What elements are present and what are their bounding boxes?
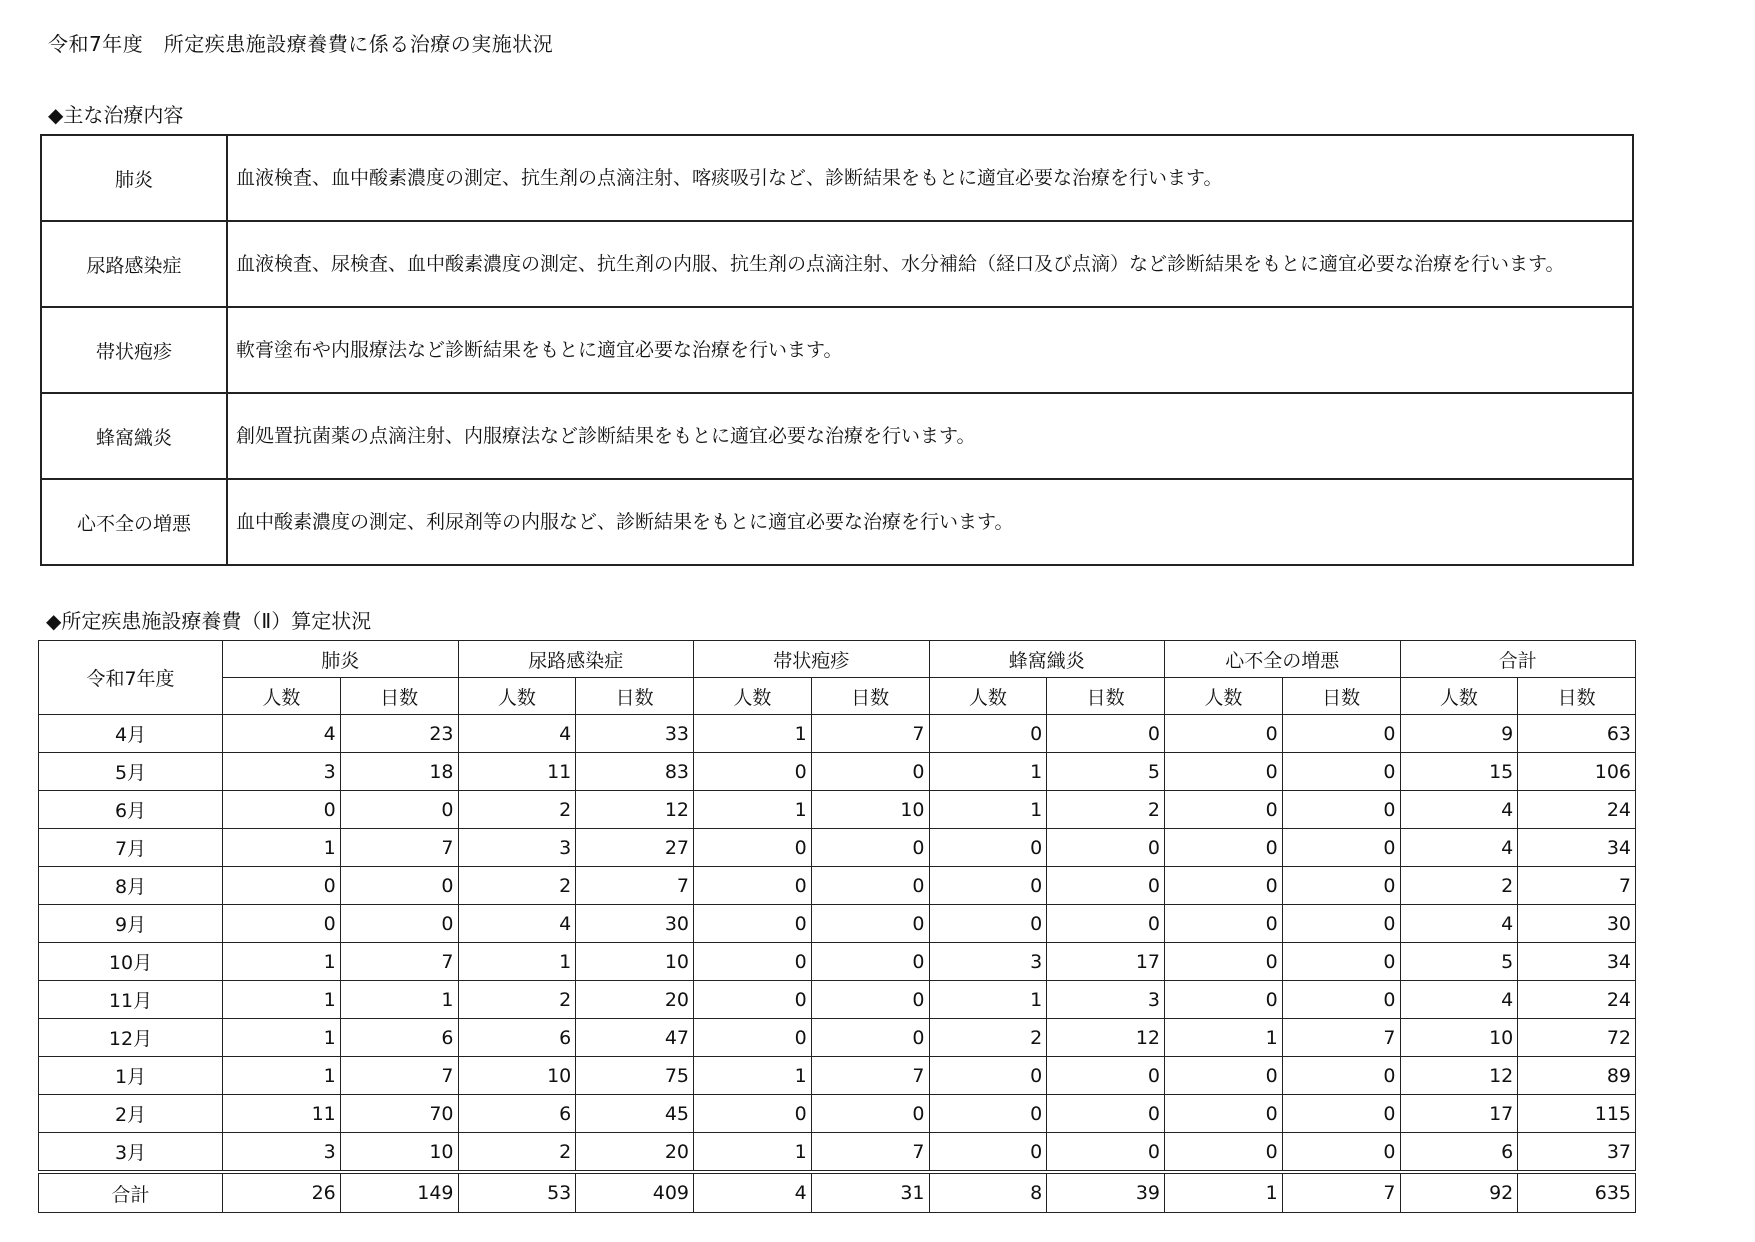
table-row xyxy=(39,1057,1636,1095)
value-cell: 0 xyxy=(929,1133,1047,1173)
month-cell: 2月 xyxy=(39,1095,223,1133)
value-cell: 7 xyxy=(340,1057,458,1095)
table-row xyxy=(39,1019,1636,1057)
value-cell: 0 xyxy=(694,867,812,905)
value-cell: 0 xyxy=(811,1019,929,1057)
value-cell: 0 xyxy=(1282,1133,1400,1173)
value-cell: 33 xyxy=(576,715,694,753)
value-cell: 0 xyxy=(1282,1057,1400,1095)
group-header: 合計 xyxy=(1400,641,1636,678)
value-cell: 23 xyxy=(340,715,458,753)
value-cell: 1 xyxy=(929,791,1047,829)
total-value-cell: 8 xyxy=(929,1172,1047,1213)
month-cell: 9月 xyxy=(39,905,223,943)
value-cell: 4 xyxy=(1400,981,1518,1019)
total-value-cell: 635 xyxy=(1518,1172,1636,1213)
value-cell: 0 xyxy=(223,791,341,829)
value-cell: 0 xyxy=(1282,943,1400,981)
disease-cell: 心不全の増悪 xyxy=(41,479,227,565)
value-cell: 0 xyxy=(811,753,929,791)
sub-header: 人数 xyxy=(694,678,812,715)
value-cell: 0 xyxy=(1282,905,1400,943)
value-cell: 0 xyxy=(811,905,929,943)
value-cell: 0 xyxy=(1047,1133,1165,1173)
value-cell: 34 xyxy=(1518,829,1636,867)
total-value-cell: 39 xyxy=(1047,1172,1165,1213)
value-cell: 1 xyxy=(458,943,576,981)
value-cell: 7 xyxy=(811,1057,929,1095)
value-cell: 1 xyxy=(694,715,812,753)
value-cell: 0 xyxy=(1282,753,1400,791)
value-cell: 63 xyxy=(1518,715,1636,753)
value-cell: 4 xyxy=(458,905,576,943)
total-value-cell: 409 xyxy=(576,1172,694,1213)
value-cell: 0 xyxy=(811,943,929,981)
value-cell: 1 xyxy=(694,791,812,829)
treatment-description: 創処置抗菌薬の点滴注射、内服療法など診断結果をもとに適宜必要な治療を行います。 xyxy=(227,393,1633,479)
value-cell: 2 xyxy=(1047,791,1165,829)
value-cell: 7 xyxy=(340,829,458,867)
sub-header: 人数 xyxy=(458,678,576,715)
treatment-row xyxy=(41,135,1633,221)
value-cell: 0 xyxy=(694,1019,812,1057)
value-cell: 0 xyxy=(1282,867,1400,905)
value-cell: 0 xyxy=(223,905,341,943)
table-row xyxy=(39,791,1636,829)
group-header: 蜂窩織炎 xyxy=(929,641,1165,678)
disease-cell: 尿路感染症 xyxy=(41,221,227,307)
value-cell: 15 xyxy=(1400,753,1518,791)
value-cell: 0 xyxy=(811,1095,929,1133)
value-cell: 0 xyxy=(1047,867,1165,905)
value-cell: 1 xyxy=(929,981,1047,1019)
disease-cell: 蜂窩織炎 xyxy=(41,393,227,479)
table-row xyxy=(39,981,1636,1019)
value-cell: 6 xyxy=(458,1019,576,1057)
total-value-cell: 31 xyxy=(811,1172,929,1213)
value-cell: 4 xyxy=(458,715,576,753)
value-cell: 2 xyxy=(458,981,576,1019)
total-label: 合計 xyxy=(39,1172,223,1213)
stats-subheader-row xyxy=(39,678,1636,715)
value-cell: 0 xyxy=(929,829,1047,867)
value-cell: 2 xyxy=(458,1133,576,1173)
value-cell: 0 xyxy=(1165,1057,1283,1095)
value-cell: 20 xyxy=(576,981,694,1019)
group-header: 尿路感染症 xyxy=(458,641,694,678)
value-cell: 0 xyxy=(1165,791,1283,829)
value-cell: 0 xyxy=(1165,867,1283,905)
sub-header: 日数 xyxy=(1282,678,1400,715)
value-cell: 1 xyxy=(223,1019,341,1057)
value-cell: 3 xyxy=(458,829,576,867)
value-cell: 37 xyxy=(1518,1133,1636,1173)
value-cell: 0 xyxy=(1165,981,1283,1019)
treatment-row xyxy=(41,479,1633,565)
value-cell: 3 xyxy=(929,943,1047,981)
sub-header: 日数 xyxy=(811,678,929,715)
value-cell: 5 xyxy=(1400,943,1518,981)
table-row xyxy=(39,867,1636,905)
value-cell: 106 xyxy=(1518,753,1636,791)
value-cell: 1 xyxy=(223,829,341,867)
month-cell: 1月 xyxy=(39,1057,223,1095)
value-cell: 9 xyxy=(1400,715,1518,753)
value-cell: 3 xyxy=(1047,981,1165,1019)
sub-header: 日数 xyxy=(1047,678,1165,715)
value-cell: 0 xyxy=(694,753,812,791)
sub-header: 人数 xyxy=(1400,678,1518,715)
value-cell: 27 xyxy=(576,829,694,867)
value-cell: 7 xyxy=(811,1133,929,1173)
value-cell: 4 xyxy=(223,715,341,753)
treatment-row xyxy=(41,221,1633,307)
month-cell: 11月 xyxy=(39,981,223,1019)
value-cell: 45 xyxy=(576,1095,694,1133)
value-cell: 0 xyxy=(694,1095,812,1133)
value-cell: 0 xyxy=(929,1095,1047,1133)
table-row xyxy=(39,943,1636,981)
table-row xyxy=(39,1133,1636,1173)
sub-header: 日数 xyxy=(1518,678,1636,715)
month-cell: 3月 xyxy=(39,1133,223,1173)
value-cell: 1 xyxy=(223,1057,341,1095)
table-row xyxy=(39,905,1636,943)
page-title: 令和7年度 所定疾患施設療養費に係る治療の実施状況 xyxy=(48,32,554,56)
month-cell: 8月 xyxy=(39,867,223,905)
value-cell: 1 xyxy=(223,943,341,981)
value-cell: 7 xyxy=(1282,1019,1400,1057)
value-cell: 20 xyxy=(576,1133,694,1173)
value-cell: 0 xyxy=(340,791,458,829)
value-cell: 0 xyxy=(694,905,812,943)
value-cell: 17 xyxy=(1047,943,1165,981)
total-value-cell: 1 xyxy=(1165,1172,1283,1213)
value-cell: 0 xyxy=(929,715,1047,753)
value-cell: 2 xyxy=(458,867,576,905)
value-cell: 0 xyxy=(1282,1095,1400,1133)
month-cell: 4月 xyxy=(39,715,223,753)
total-value-cell: 7 xyxy=(1282,1172,1400,1213)
value-cell: 0 xyxy=(1047,829,1165,867)
value-cell: 70 xyxy=(340,1095,458,1133)
total-value-cell: 26 xyxy=(223,1172,341,1213)
treatment-description: 血中酸素濃度の測定、利尿剤等の内服など、診断結果をもとに適宜必要な治療を行います。 xyxy=(227,479,1633,565)
total-value-cell: 92 xyxy=(1400,1172,1518,1213)
value-cell: 75 xyxy=(576,1057,694,1095)
treatments-section-heading: ◆主な治療内容 xyxy=(48,103,184,127)
sub-header: 人数 xyxy=(1165,678,1283,715)
value-cell: 6 xyxy=(1400,1133,1518,1173)
total-value-cell: 53 xyxy=(458,1172,576,1213)
value-cell: 12 xyxy=(1047,1019,1165,1057)
value-cell: 3 xyxy=(223,1133,341,1173)
value-cell: 30 xyxy=(1518,905,1636,943)
table-row xyxy=(39,829,1636,867)
value-cell: 0 xyxy=(811,867,929,905)
value-cell: 1 xyxy=(694,1057,812,1095)
value-cell: 0 xyxy=(694,829,812,867)
value-cell: 0 xyxy=(811,981,929,1019)
value-cell: 6 xyxy=(458,1095,576,1133)
value-cell: 34 xyxy=(1518,943,1636,981)
value-cell: 10 xyxy=(458,1057,576,1095)
value-cell: 18 xyxy=(340,753,458,791)
month-cell: 6月 xyxy=(39,791,223,829)
stats-header-row xyxy=(39,641,1636,678)
value-cell: 12 xyxy=(1400,1057,1518,1095)
value-cell: 0 xyxy=(1047,715,1165,753)
stats-table xyxy=(38,640,1636,1213)
value-cell: 1 xyxy=(1165,1019,1283,1057)
value-cell: 0 xyxy=(1047,1095,1165,1133)
value-cell: 4 xyxy=(1400,791,1518,829)
disease-cell: 肺炎 xyxy=(41,135,227,221)
value-cell: 0 xyxy=(1165,715,1283,753)
month-cell: 7月 xyxy=(39,829,223,867)
value-cell: 0 xyxy=(223,867,341,905)
value-cell: 0 xyxy=(1282,981,1400,1019)
value-cell: 5 xyxy=(1047,753,1165,791)
value-cell: 0 xyxy=(340,867,458,905)
value-cell: 0 xyxy=(1282,715,1400,753)
value-cell: 0 xyxy=(1165,1133,1283,1173)
value-cell: 10 xyxy=(1400,1019,1518,1057)
total-value-cell: 4 xyxy=(694,1172,812,1213)
value-cell: 2 xyxy=(929,1019,1047,1057)
group-header: 心不全の増悪 xyxy=(1165,641,1401,678)
treatment-row xyxy=(41,307,1633,393)
value-cell: 2 xyxy=(458,791,576,829)
group-header: 帯状疱疹 xyxy=(694,641,930,678)
value-cell: 7 xyxy=(1518,867,1636,905)
table-row xyxy=(39,1095,1636,1133)
value-cell: 30 xyxy=(576,905,694,943)
value-cell: 7 xyxy=(811,715,929,753)
value-cell: 0 xyxy=(340,905,458,943)
value-cell: 0 xyxy=(1165,753,1283,791)
value-cell: 0 xyxy=(1282,829,1400,867)
treatment-row xyxy=(41,393,1633,479)
value-cell: 0 xyxy=(929,1057,1047,1095)
treatment-description: 軟膏塗布や内服療法など診断結果をもとに適宜必要な治療を行います。 xyxy=(227,307,1633,393)
value-cell: 0 xyxy=(1165,905,1283,943)
value-cell: 24 xyxy=(1518,791,1636,829)
value-cell: 6 xyxy=(340,1019,458,1057)
value-cell: 3 xyxy=(223,753,341,791)
value-cell: 89 xyxy=(1518,1057,1636,1095)
value-cell: 0 xyxy=(1047,1057,1165,1095)
disease-cell: 帯状疱疹 xyxy=(41,307,227,393)
stats-table-body xyxy=(39,641,1636,1213)
value-cell: 24 xyxy=(1518,981,1636,1019)
value-cell: 0 xyxy=(811,829,929,867)
treatment-description: 血液検査、血中酸素濃度の測定、抗生剤の点滴注射、喀痰吸引など、診断結果をもとに適宜必要な治療を行います。 xyxy=(227,135,1633,221)
value-cell: 0 xyxy=(1165,829,1283,867)
month-cell: 12月 xyxy=(39,1019,223,1057)
sub-header: 人数 xyxy=(929,678,1047,715)
value-cell: 7 xyxy=(340,943,458,981)
value-cell: 0 xyxy=(1165,1095,1283,1133)
value-cell: 0 xyxy=(1282,791,1400,829)
value-cell: 83 xyxy=(576,753,694,791)
total-row xyxy=(39,1172,1636,1213)
total-value-cell: 149 xyxy=(340,1172,458,1213)
table-row xyxy=(39,753,1636,791)
value-cell: 4 xyxy=(1400,829,1518,867)
treatments-table xyxy=(40,134,1634,566)
sub-header: 日数 xyxy=(576,678,694,715)
value-cell: 47 xyxy=(576,1019,694,1057)
sub-header: 日数 xyxy=(340,678,458,715)
value-cell: 115 xyxy=(1518,1095,1636,1133)
table-row xyxy=(39,715,1636,753)
value-cell: 0 xyxy=(1165,943,1283,981)
value-cell: 72 xyxy=(1518,1019,1636,1057)
value-cell: 1 xyxy=(223,981,341,1019)
value-cell: 0 xyxy=(1047,905,1165,943)
value-cell: 0 xyxy=(694,981,812,1019)
group-header: 肺炎 xyxy=(223,641,459,678)
value-cell: 12 xyxy=(576,791,694,829)
value-cell: 2 xyxy=(1400,867,1518,905)
value-cell: 10 xyxy=(811,791,929,829)
value-cell: 0 xyxy=(929,905,1047,943)
value-cell: 10 xyxy=(576,943,694,981)
stats-section-heading: ◆所定疾患施設療養費（Ⅱ）算定状況 xyxy=(46,609,372,633)
value-cell: 1 xyxy=(340,981,458,1019)
value-cell: 1 xyxy=(929,753,1047,791)
value-cell: 11 xyxy=(223,1095,341,1133)
treatment-description: 血液検査、尿検査、血中酸素濃度の測定、抗生剤の内服、抗生剤の点滴注射、水分補給（経口及び点滴）など診断結果をもとに適宜必要な治療を行います。 xyxy=(227,221,1633,307)
value-cell: 17 xyxy=(1400,1095,1518,1133)
sub-header: 人数 xyxy=(223,678,341,715)
value-cell: 0 xyxy=(694,943,812,981)
value-cell: 1 xyxy=(694,1133,812,1173)
corner-header: 令和7年度 xyxy=(39,641,223,715)
value-cell: 7 xyxy=(576,867,694,905)
month-cell: 10月 xyxy=(39,943,223,981)
value-cell: 11 xyxy=(458,753,576,791)
value-cell: 0 xyxy=(929,867,1047,905)
month-cell: 5月 xyxy=(39,753,223,791)
value-cell: 10 xyxy=(340,1133,458,1173)
value-cell: 4 xyxy=(1400,905,1518,943)
